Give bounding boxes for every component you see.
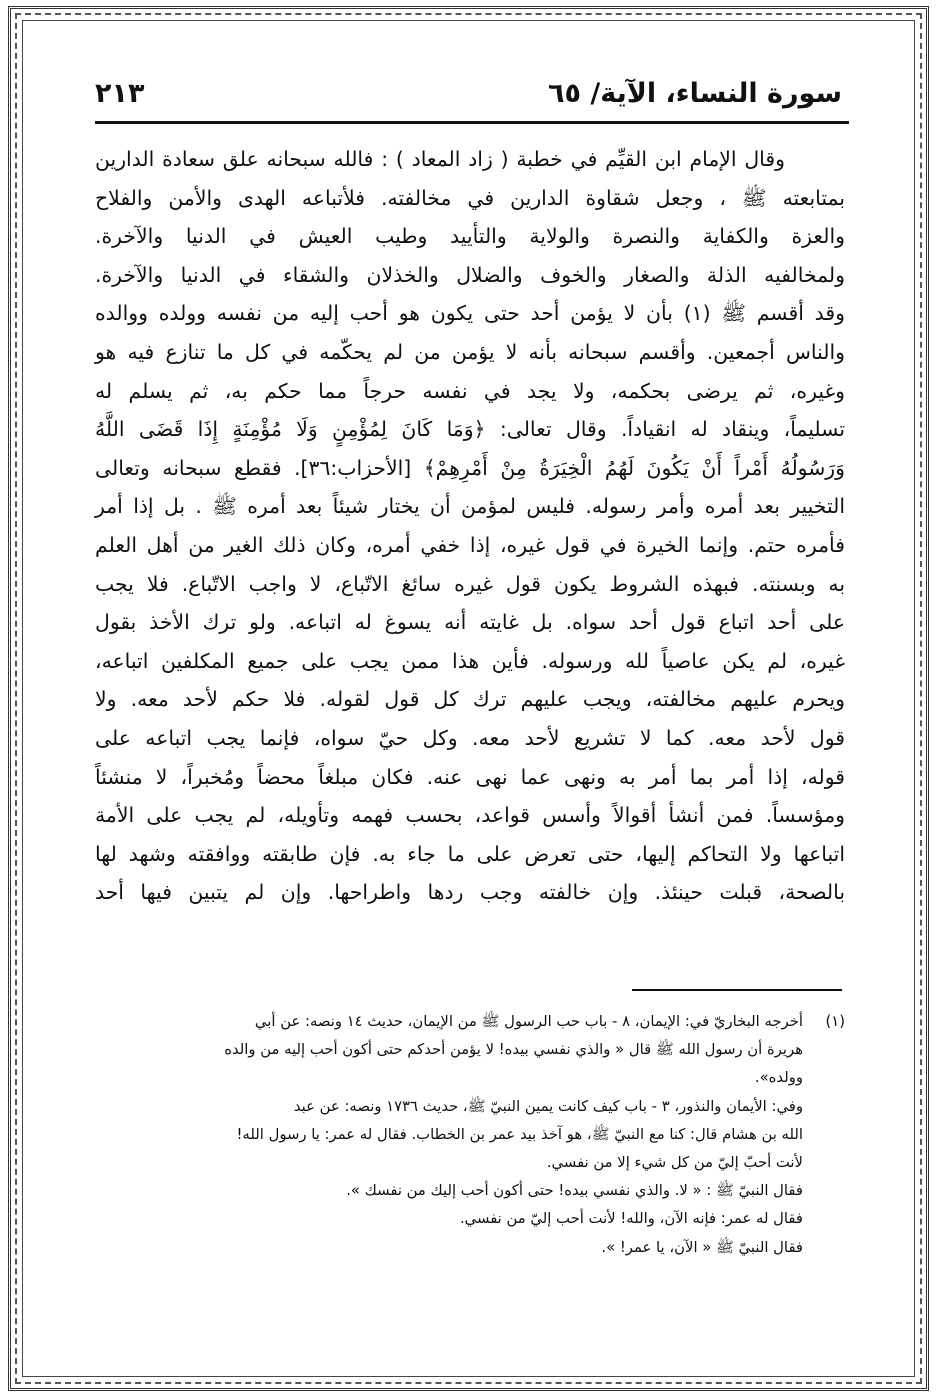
page-number: ٢١٣ bbox=[95, 78, 145, 109]
body-line: والناس أجمعين. وأقسم سبحانه بأنه لا يؤمن من لم يحكّمه في كل ما تنازع فيه هو bbox=[95, 339, 845, 364]
footnote-line: وولده». bbox=[754, 1069, 803, 1087]
body-line: ولمخالفيه الذلة والصغار والخوف والضلال والخذلان والشقاء في الدنيا والآخرة. bbox=[95, 262, 845, 287]
footnote-line: الله بن هشام قال: كنا مع النبيّ ﷺ، هو آخذ بيد عمر بن الخطاب. فقال له عمر: يا رسول الله! bbox=[236, 1125, 803, 1143]
body-line: قول لأحد معه. كما لا تشريع لأحد معه. وكل حيّ سواه، فإنما يجب اتباعه على bbox=[95, 725, 845, 750]
footnotes bbox=[95, 1008, 845, 1262]
footnote-line: وفي: الأيمان والنذور، ٣ - باب كيف كانت يمين النبيّ ﷺ، حديث ١٧٣٦ ونصه: عن عبد bbox=[293, 1097, 803, 1115]
body-line: ومؤسساً. فمن أنشأ أقوالاً وأسس قواعد، بحسب فهمه وتأويله، لم يجب على الأمة bbox=[95, 803, 845, 828]
body-line: قوله، إذا أمر بما أمر به ونهى عما نهى عنه. فكان مبلغاً محضاً ومُخبراً، لا منشئاً bbox=[95, 764, 845, 789]
header-rule bbox=[95, 121, 849, 124]
body-line: بالصحة، قبلت حينئذ. وإن خالفته وجب ردها واطراحها. وإن لم يتبين فيها أحد bbox=[95, 880, 845, 905]
main-text bbox=[95, 140, 845, 912]
body-line: على أحد اتباع قول أحد سواه. بل غايته أنه يسوغ له اتباعه. ولو ترك الأخذ بقول bbox=[95, 610, 845, 635]
running-header bbox=[95, 72, 842, 122]
body-line: وقال الإمام ابن القيِّم في خطبة ( زاد المعاد ) : فالله سبحانه علق سعادة الدارين bbox=[95, 147, 785, 171]
body-line: فأمره حتم. وإنما الخيرة في قول غيره، إذا خفي أمره، وكان ذلك الغير من أهل العلم bbox=[95, 532, 845, 557]
footnote-text: أخرجه البخاريّ في: الإيمان، ٨ - باب حب الرسول ﷺ من الإيمان، حديث ١٤ ونصه: عن أبي bbox=[254, 1013, 803, 1030]
surah-verse-title: سورة النساء، الآية/ ٦٥ bbox=[548, 78, 842, 109]
body-line: غيره، لم يكن عاصياً لله ورسوله. فأين هذا ممن يجب على جميع المكلفين اتباعه، bbox=[95, 648, 845, 673]
footnote-line: فقال له عمر: فإنه الآن، والله! لأنت أحب إليّ من نفسي. bbox=[459, 1210, 803, 1228]
footnote-line: هريرة أن رسول الله ﷺ قال « والذي نفسي بيده! لا يؤمن أحدكم حتى أكون أحب إليه من والده bbox=[224, 1041, 803, 1059]
body-line: التخيير بعد أمره وأمر رسوله. فليس لمؤمن أن يختار شيئاً بعد أمره ﷺ . بل إذا أمر bbox=[95, 494, 845, 519]
footnote-line: لأنت أحبّ إليّ من كل شيء إلا من نفسي. bbox=[546, 1154, 803, 1172]
body-line: ويحرم عليهم مخالفته، ويجب عليهم ترك كل قول لقوله. فلا حكم لأحد معه. ولا bbox=[95, 687, 845, 712]
body-line: بمتابعته ﷺ ، وجعل شقاوة الدارين في مخالفته. فلأتباعه الهدى والأمن والفلاح bbox=[95, 185, 845, 210]
footnote-number: (١) bbox=[825, 1013, 845, 1030]
body-line: وَرَسُولُهُ أَمْراً أَنْ يَكُونَ لَهُمُ الْخِيَرَةُ مِنْ أَمْرِهِمْ﴾ [الأحزاب:٣٦]. فقطع سبحانه وتعالى bbox=[95, 455, 845, 480]
footnote-line: فقال النبيّ ﷺ : « لا. والذي نفسي بيده! حتى أكون أحب إليك من نفسك ». bbox=[346, 1182, 803, 1200]
footnote-line bbox=[95, 1008, 845, 1036]
body-line: والعزة والكفاية والنصرة والولاية والتأييد وطيب العيش في الدنيا والآخرة. bbox=[95, 224, 845, 249]
footnote-separator bbox=[632, 989, 842, 991]
body-line: اتباعها ولا التحاكم إليها، حتى تعرض على ما جاء به. فإن طابقته ووافقته وشهد لها bbox=[95, 841, 845, 866]
body-line: وغيره، ثم يرضى بحكمه، ولا يجد في نفسه حرجاً مما حكم به، ثم يسلم له bbox=[95, 378, 845, 403]
body-line: به وبسنته. فبهذه الشروط يكون قول غيره سائغ الاتّباع، لا واجب الاتّباع. فلا يجب bbox=[95, 571, 845, 596]
body-line: تسليماً، وينقاد له انقياداً. وقال تعالى: ﴿وَمَا كَانَ لِمُؤْمِنٍ وَلَا مُؤْمِنَةٍ إِذَا قَضَى اللَّهُ bbox=[95, 417, 845, 442]
footnote-line: فقال النبيّ ﷺ « الآن، يا عمر! ». bbox=[601, 1238, 803, 1256]
body-line: وقد أقسم ﷺ (١) بأن لا يؤمن أحد حتى يكون هو أحب إليه من نفسه وولده ووالده bbox=[95, 301, 845, 326]
